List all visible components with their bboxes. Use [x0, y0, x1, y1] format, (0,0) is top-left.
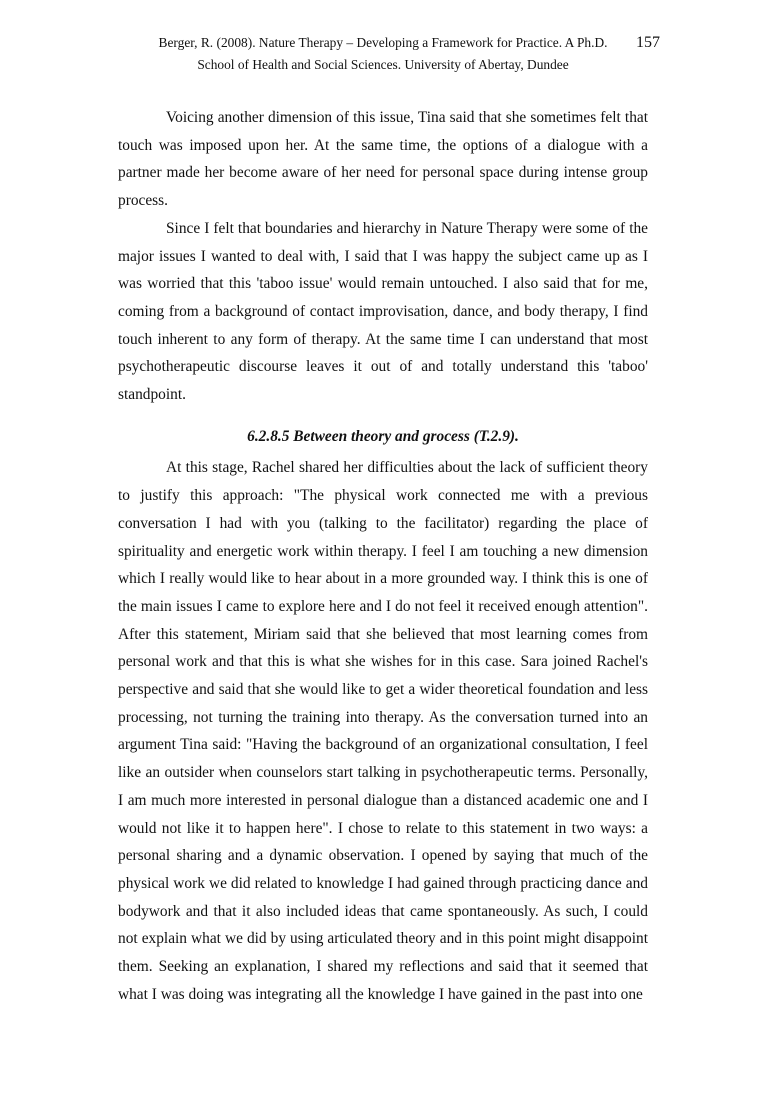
header-citation-line: Berger, R. (2008). Nature Therapy – Developing a Framework for Practice. A Ph.D. [158, 35, 608, 50]
section-heading: 6.2.8.5 Between theory and grocess (T.2.9). [247, 427, 519, 445]
paragraph-theory-process: At this stage, Rachel shared her difficulties about the lack of sufficient theory to justify this approach: "The physical work connected me with a previous conversation I had with you (talking to the facilitator) regarding the place of spirituality and energetic work within therapy. I feel I am touching a new dimension which I really would like to hear about in a more grounded way. I think this is one of the main issues I came to explore here and I do not feel it received enough attention". After this statement, Miriam said that she believed that most learning comes from personal work and that this is what she wishes for in this case. Sara joined Rachel's perspective and said that she would like to get a wider theoretical foundation and less processing, not turning the training into therapy. As the conversation turned into an argument Tina said: "Having the background of an organizational consultation, I feel like an outsider when counselors start talking in psychotherapeutic terms. Personally, I am much more interested in personal dialogue than a distanced academic one and I would not like it to happen here". I chose to relate to this statement in two ways: a personal sharing and a dynamic observation. I opened by saying that much of the physical work we did related to knowledge I had gained through practicing dance and bodywork and that it also included ideas that came spontaneously. As such, I could not explain what we did by using articulated theory and in this point might disappoint them. Seeking an explanation, I shared my reflections and said that it seemed that what I was doing was integrating all the knowledge I have gained in the past into one [118, 459, 648, 1003]
paragraph-tina-touch: Voicing another dimension of this issue, Tina said that she sometimes felt that touch was imposed upon her. At the same time, the options of a dialogue with a partner made her become aware of her need for personal space during intense group process. [118, 109, 648, 210]
header-institution-line: School of Health and Social Sciences. University of Abertay, Dundee [197, 57, 569, 72]
page-number: 157 [636, 34, 660, 51]
body-text [118, 104, 648, 1009]
running-header [118, 32, 648, 76]
paragraph-boundaries-hierarchy: Since I felt that boundaries and hierarchy in Nature Therapy were some of the major issues I wanted to deal with, I said that I was happy the subject came up as I was worried that this 'taboo issue' would remain untouched. I also said that for me, coming from a background of contact improvisation, dance, and body therapy, I find touch inherent to any form of therapy. At the same time I can understand that most psychotherapeutic discourse leaves it out of and totally understand this 'taboo' standpoint. [118, 219, 648, 404]
